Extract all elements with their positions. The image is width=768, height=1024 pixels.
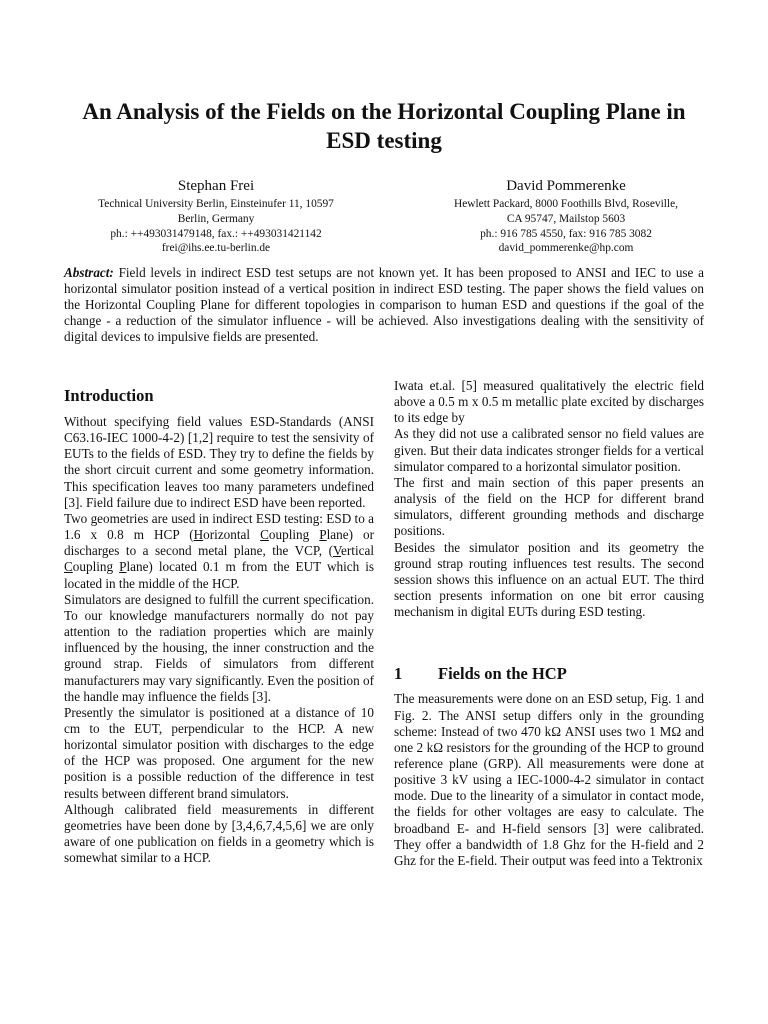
author-email: david_pommerenke@hp.com [498, 242, 634, 255]
author-affiliation-line: CA 95747, Mailstop 5603 [506, 212, 626, 225]
abstract-text: Field levels in indirect ESD test setups are not known yet. It has been proposed to ANSI and IEC to use a horizontal simulator position instead of a vertical position in indirect ESD testing. The paper shows the field values on the Horizontal Coupling Plane for different topologies in comparison to human ESD and questions if the goal of the change - a reduction of the simulator influence - will be achieved. Also investigations dealing with the sensitivity of digital devices to impulsive fields are presented. [64, 265, 704, 345]
abstract-label: Abstract: [64, 265, 114, 280]
author-name: David Pommerenke [506, 178, 626, 194]
left-column [64, 378, 374, 866]
author-phone-line: ph.: 916 785 4550, fax: 916 785 3082 [480, 227, 652, 240]
body-paragraph: The first and main section of this paper presents an analysis of the field on the HCP for different brand simulators, different grounding methods and discharge positions. [394, 474, 704, 539]
body-paragraph: Besides the simulator position and its geometry the ground strap routing influences test results. The second session shows this influence on an actual EUT. The third section presents information on one bit error causing mechanism in digital EUTs during ESD testing. [394, 539, 704, 620]
introduction-heading: Introduction [64, 386, 154, 405]
abstract [64, 265, 704, 345]
section-1-paragraph: The measurements were done on an ESD setup, Fig. 1 and Fig. 2. The ANSI setup differs only in the grounding scheme: Instead of two 470 kΩ ANSI uses two 1 MΩ and one 2 kΩ resistors for the grounding of the HCP to ground reference plane (GRP). All measurements were done at positive 3 kV using a IEC-1000-4-2 simulator in contact mode. Due to the linearity of a simulator in contact mode, the fields for other voltages are easy to calculate. The broadband E- and H-field sensors [3] were calibrated. They offer a bandwidth of 1.8 Ghz for the H-field and 2 Ghz for the E-field. Their output was feed into a Tektronix [394, 691, 704, 868]
section-1-heading [394, 664, 704, 684]
author-phone-line: ph.: ++493031479148, fax.: ++493031421142 [110, 227, 322, 240]
intro-paragraph-geometries: Two geometries are used in indirect ESD testing: ESD to a 1.6 x 0.8 m HCP (Horizontal Coupling Plane) or discharges to a second metal plane, the VCP, (Vertical Coupling Plane) located 0.1 m from the EUT which is located in the middle of the HCP. [64, 510, 375, 591]
body-paragraph: As they did not use a calibrated sensor no field values are given. But their data indicates stronger fields for a vertical simulator compared to a horizontal simulator position. [394, 426, 704, 474]
body-paragraph: Iwata et.al. [5] measured qualitatively the electric field above a 0.5 m x 0.5 m metallic plate excited by discharges to its edge by [394, 378, 704, 426]
author-affiliation-line: Hewlett Packard, 8000 Foothills Blvd, Roseville, [454, 198, 678, 210]
intro-paragraph: Simulators are designed to fulfill the current specification. To our knowledge manufacturers normally do not pay attention to the radiation properties which are mainly influenced by the housing, the inner construction and the ground strap. Fields of simulators from different manufacturers may vary significantly. Even the position of the handle may influence the fields [3]. [64, 591, 374, 704]
section-title: Fields on the HCP [438, 664, 567, 684]
author-block-frei [66, 176, 366, 256]
author-affiliation-line: Berlin, Germany [177, 212, 255, 225]
paper-title: An Analysis of the Fields on the Horizontal Coupling Plane in ESD testing [82, 99, 686, 153]
author-name: Stephan Frei [177, 178, 255, 194]
intro-paragraph: Presently the simulator is positioned at a distance of 10 cm to the EUT, perpendicular to the HCP. A new horizontal simulator position with discharges to the edge of the HCP was proposed. One argument for the new position is a possible reduction of the difference in test results between different brand simulators. [64, 704, 374, 801]
author-block-pommerenke [416, 176, 716, 256]
intro-paragraph: Although calibrated field measurements in different geometries have been done by [3,4,6,7,4,5,6] we are only aware of one publication on fields in a geometry which is somewhat similar to a HCP. [64, 801, 374, 866]
author-email: frei@ihs.ee.tu-berlin.de [161, 242, 271, 255]
author-affiliation-line: Technical University Berlin, Einsteinufer 11, 10597 [98, 198, 334, 210]
right-column [394, 378, 704, 869]
section-number: 1 [394, 664, 403, 684]
intro-paragraph: Without specifying field values ESD-Standards (ANSI C63.16-IEC 1000-4-2) [1,2] require to test the sensivity of EUTs to the fields of ESD. They try to define the fields by the short circuit current and some geometry information. This specification leaves too many parameters undefined [3]. Field failure due to indirect ESD have been reported. [64, 414, 374, 510]
